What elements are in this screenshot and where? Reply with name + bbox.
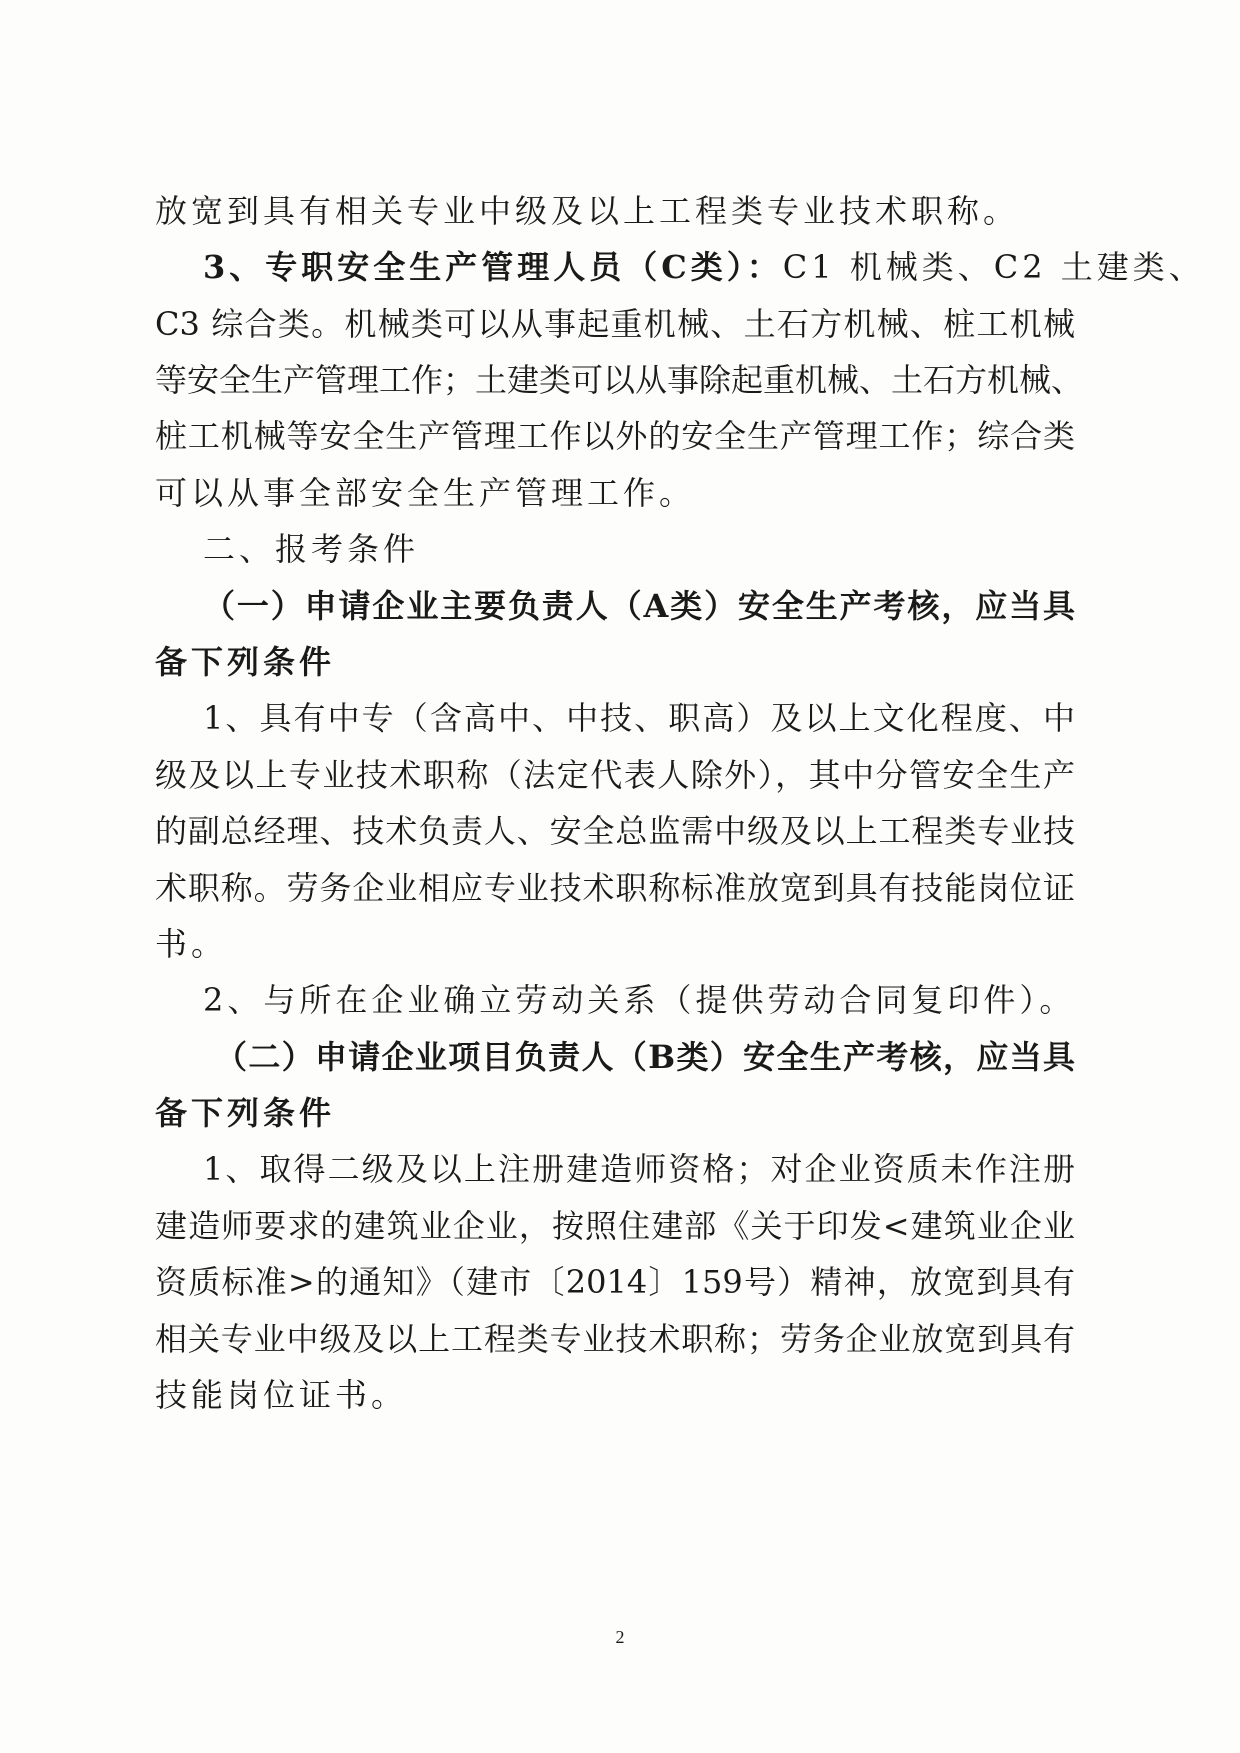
paragraph-line: 1、具有中专（含高中、中技、职高）及以上文化程度、中 — [203, 699, 1075, 737]
section-heading-conditions: 二、报考条件 — [203, 530, 420, 568]
paragraph-line: 级及以上专业技术职称（法定代表人除外），其中分管安全生产 — [155, 756, 1075, 794]
paragraph-line: 资质标准>的通知》（建市〔2014〕159号）精神，放宽到具有 — [155, 1263, 1075, 1301]
paragraph-line: 桩工机械等安全生产管理工作以外的安全生产管理工作；综合类 — [155, 417, 1075, 455]
subsection-a-heading-cont: 备下列条件 — [155, 643, 336, 681]
paragraph-line — [155, 187, 1075, 235]
paragraph-line: 2、与所在企业确立劳动关系（提供劳动合同复印件）。 — [203, 981, 1076, 1019]
paragraph-line: 技能岗位证书。 — [155, 1376, 408, 1414]
paragraph-line: 可以从事全部安全生产管理工作。 — [155, 474, 696, 512]
paragraph-line: 1、取得二级及以上注册建造师资格；对企业资质未作注册 — [203, 1150, 1075, 1188]
paragraph-line: 等安全生产管理工作；土建类可以从事除起重机械、土石方机械、 — [155, 361, 1084, 399]
paragraph-line: C3 综合类。机械类可以从事起重机械、土石方机械、桩工机械 — [155, 305, 1075, 343]
subsection-b-heading-cont: 备下列条件 — [155, 1094, 336, 1132]
paragraph-line: 相关专业中级及以上工程类专业技术职称；劳务企业放宽到具有 — [155, 1320, 1075, 1358]
section-c-line — [203, 243, 1205, 291]
paragraph-line: 建造师要求的建筑业企业，按照住建部《关于印发<建筑业企业 — [155, 1207, 1075, 1245]
paragraph-line: 的副总经理、技术负责人、安全总监需中级及以上工程类专业技 — [155, 812, 1075, 850]
section-c-heading: 3、专职安全生产管理人员（C类）： — [203, 248, 783, 286]
subsection-b-heading: （二）申请企业项目负责人（B类）安全生产考核，应当具 — [215, 1038, 1075, 1076]
paragraph-line: 书。 — [155, 925, 228, 963]
text-line: 放宽到具有相关专业中级及以上工程类专业技术职称。 — [155, 192, 1020, 230]
subsection-a-heading: （一）申请企业主要负责人（A类）安全生产考核，应当具 — [203, 587, 1075, 625]
paragraph-line: 术职称。劳务企业相应专业技术职称标准放宽到具有技能岗位证 — [155, 869, 1075, 907]
text-line: C1 机械类、C2 土建类、 — [782, 248, 1205, 286]
page-number: 2 — [615, 1627, 625, 1647]
